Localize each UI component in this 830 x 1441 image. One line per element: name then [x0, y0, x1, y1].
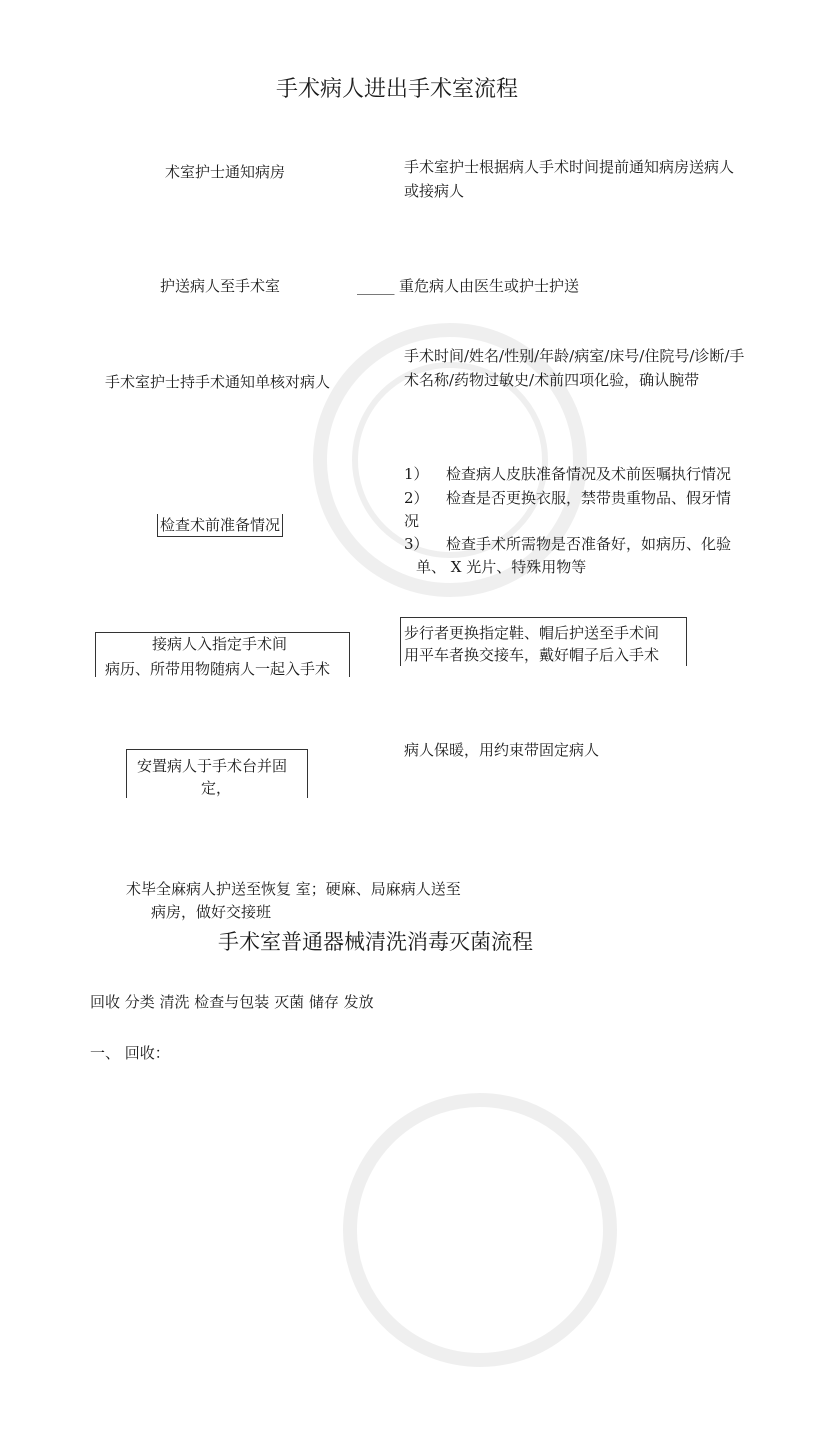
- step-7-line-2: 病房，做好交接班: [151, 903, 272, 921]
- section-title: 手术室普通器械清洗消毒灭菌流程: [218, 930, 533, 954]
- step-4-label: 检查术前准备情况: [160, 516, 281, 534]
- watermark-mark-2: [269, 1019, 692, 1441]
- step-3-note-line-2: 术名称/药物过敏史/术前四项化验，确认腕带: [404, 371, 700, 389]
- step-4-item-1-text: 检查病人皮肤准备情况及术前医嘱执行情况: [446, 465, 732, 483]
- step-4-item-2-text: 检查是否更换衣服，禁带贵重物品、假牙情: [446, 489, 732, 507]
- step-4-label-box: [157, 514, 283, 537]
- step-2-note: 重危病人由医生或护士护送: [399, 277, 580, 295]
- step-6-note: 病人保暖，用约束带固定病人: [404, 741, 600, 759]
- step-5-label-line-1: 接病人入指定手术间: [152, 635, 288, 653]
- step-2-connector: _____: [357, 277, 395, 295]
- page-title: 手术病人进出手术室流程: [276, 77, 519, 102]
- step-3-label: 手术室护士持手术通知单核对病人: [105, 373, 331, 391]
- step-1-label: 术室护士通知病房: [165, 163, 286, 181]
- step-2-label: 护送病人至手术室: [160, 277, 281, 295]
- watermark-mark: [239, 249, 662, 672]
- step-4-item-2-num: 2）: [404, 489, 429, 507]
- step-1-note-line-2: 或接病人: [404, 182, 465, 200]
- step-6-label-line-2: 定，: [201, 779, 232, 797]
- step-4-item-1-num: 1）: [404, 465, 429, 483]
- step-7-line-1: 术毕全麻病人护送至恢复 室；硬麻、局麻病人送至: [126, 880, 461, 898]
- step-6-label-line-1: 安置病人于手术台并固: [137, 757, 288, 775]
- subsection-heading: 一、 回收：: [90, 1044, 170, 1062]
- step-3-note-line-1: 手术时间/姓名/性别/年龄/病室/床号/住院号/诊断/手: [404, 347, 745, 365]
- step-5-note-line-2: 用平车者换交接车，戴好帽子后入手术: [404, 646, 660, 664]
- step-1-note-line-1: 手术室护士根据病人手术时间提前通知病房送病人: [404, 158, 735, 176]
- step-5-note-line-1: 步行者更换指定鞋、帽后护送至手术间: [404, 624, 660, 642]
- step-4-item-3-text: 检查手术所需物是否准备好，如病历、化验: [446, 535, 732, 553]
- step-4-item-2-cont: 况: [404, 512, 420, 530]
- step-4-item-3-num: 3）: [404, 535, 429, 553]
- step-5-label-line-2: 病历、所带用物随病人一起入手术: [105, 660, 331, 678]
- step-4-item-3-cont: 单、 X 光片、特殊用物等: [416, 558, 587, 576]
- process-steps: 回收 分类 清洗 检查与包装 灭菌 储存 发放: [90, 993, 374, 1011]
